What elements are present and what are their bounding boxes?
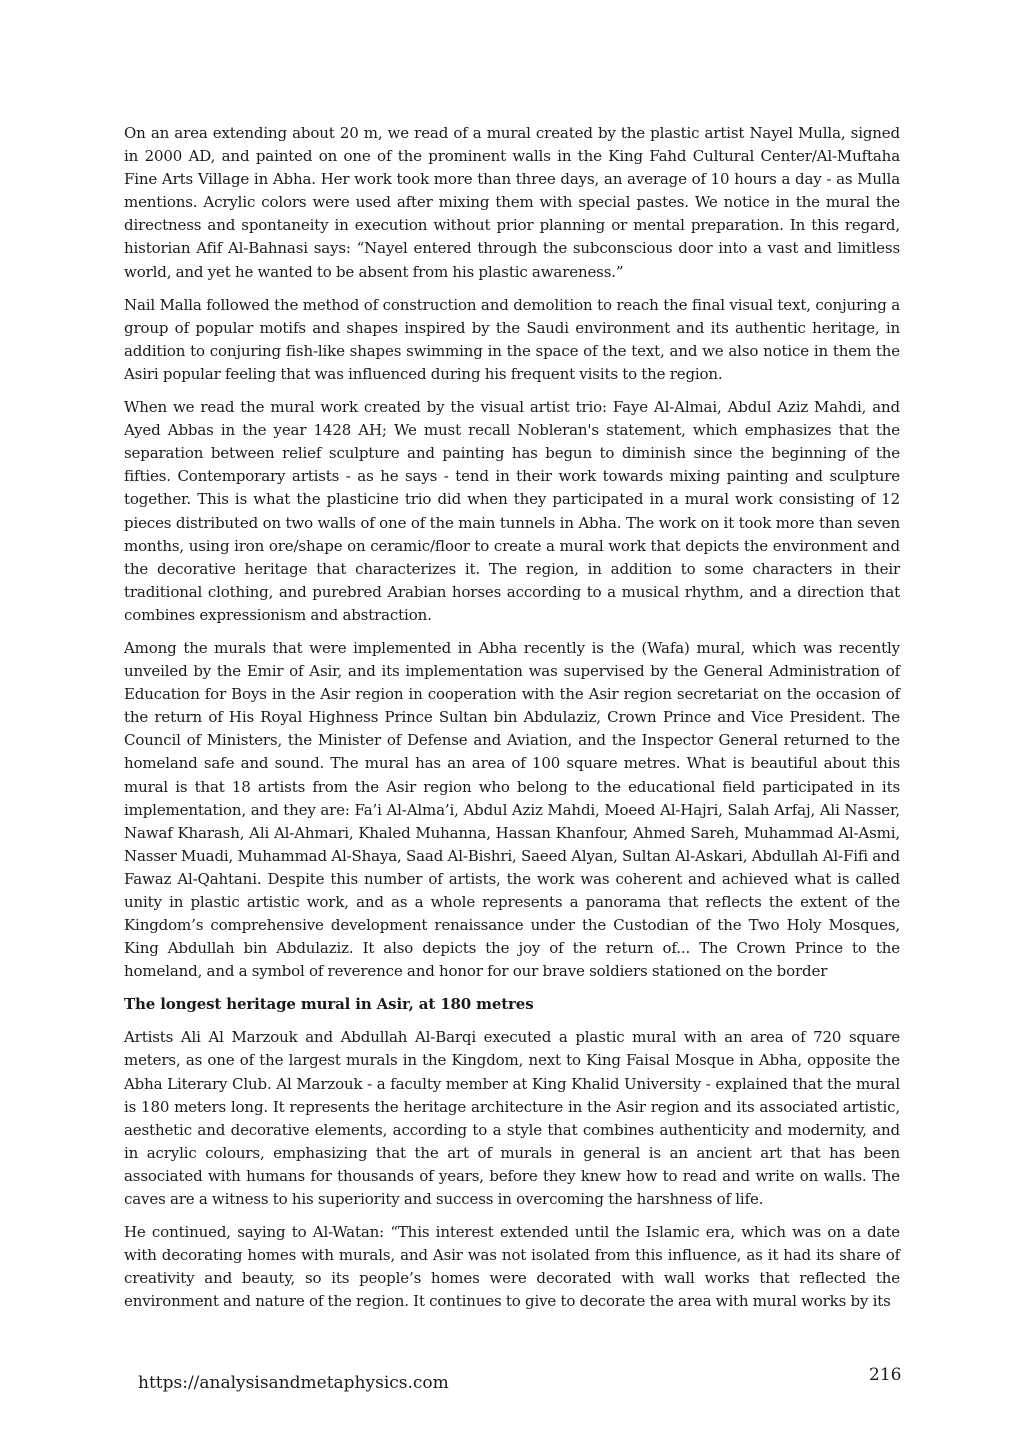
paragraph-wafa-mural: Among the murals that were implemented in Abha recently is the (Wafa) mural, which was recently unveiled by the Emir of Asir, and its implementation was supervised by the General Administration of Education for Boys in the Asir region in cooperation with the Asir region secretariat on the occasion of the return of His Royal Highness Prince Sultan bin Abdulaziz, Crown Prince and Vice President. The Council of Ministers, the Minister of Defense and Aviation, and the Inspector General returned to the homeland safe and sound. The mural has an area of 100 square metres. What is beautiful about this mural is that 18 artists from the Asir region who belong to the educational field participated in its implementation, and they are: Fa’i Al-Alma’i, Abdul Aziz Mahdi, Moeed Al-Hajri, Salah Arfaj, Ali Nasser, Nawaf Kharash, Ali Al-Ahmari, Khaled Muhanna, Hassan Khanfour, Ahmed Sareh, Muhammad Al-Asmi, Nasser Muadi, Muhammad Al-Shaya, Saad Al-Bishri, Saeed Alyan, Sultan Al-Askari, Abdullah Al-Fifi and Fawaz Al-Qahtani. Despite this number of artists, the work was coherent and achieved what is called unity in plastic artistic work, and as a whole represents a panorama that reflects the extent of the Kingdom’s comprehensive development renaissance under the Custodian of the Two Holy Mosques, King Abdullah bin Abdulaziz. It also depicts the joy of the return of... The Crown Prince to the homeland, and a symbol of reverence and honor for our brave soldiers stationed on the border — [124, 638, 900, 981]
paragraph-artist-trio-mural: When we read the mural work created by the visual artist trio: Faye Al-Almai, Abdul Aziz Mahdi, and Ayed Abbas in the year 1428 AH; We must recall Nobleran's statement, which emphasizes that the separation between relief sculpture and painting has begun to diminish since the beginning of the fifties. Contemporary artists - as he says - tend in their work towards mixing painting and sculpture together. This is what the plasticine trio did when they participated in a mural work consisting of 12 pieces distributed on two walls of one of the main tunnels in Abha. The work on it took more than seven months, using iron ore/shape on ceramic/floor to create a mural work that depicts the environment and the decorative heritage that characterizes it. The region, in addition to some characters in their traditional clothing, and purebred Arabian horses according to a musical rhythm, and a direction that combines expressionism and abstraction. — [124, 398, 900, 624]
paragraph-heritage-mural: Artists Ali Al Marzouk and Abdullah Al-Barqi executed a plastic mural with an area of 720 square meters, as one of the largest murals in the Kingdom, next to King Faisal Mosque in Abha, opposite the Abha Literary Club. Al Marzouk - a faculty member at King Khalid University - explained that the mural is 180 meters long. It represents the heritage architecture in the Asir region and its associated artistic, aesthetic and decorative elements, according to a style that combines authenticity and modernity, and in acrylic colours, emphasizing that the art of murals in general is an ancient art that has been associated with humans for thousands of years, before they knew how to read and write on walls. The caves are a witness to his superiority and success in overcoming the harshness of life. — [124, 1028, 900, 1209]
paragraph-nail-malla-method: Nail Malla followed the method of construction and demolition to reach the final visual text, conjuring a group of popular motifs and shapes inspired by the Saudi environment and its authentic heritage, in addition to conjuring fish-like shapes swimming in the space of the text, and we also notice in them the Asiri popular feeling that was influenced during his frequent visits to the region. — [124, 295, 900, 383]
footer-url: https://analysisandmetaphysics.com — [138, 1373, 449, 1393]
page-number: 216 — [869, 1365, 902, 1385]
document-body — [124, 122, 900, 1324]
section-heading: The longest heritage mural in Asir, at 180 metres — [124, 995, 534, 1014]
paragraph-al-watan-quote: He continued, saying to Al-Watan: “This interest extended until the Islamic era, which was on a date with decorating homes with murals, and Asir was not isolated from this influence, as it had its share of creativity and beauty, so its people’s homes were decorated with wall works that reflected the environment and nature of the region. It continues to give to decorate the area with mural works by its — [124, 1223, 900, 1311]
paragraph-nayel-mulla-mural: On an area extending about 20 m, we read of a mural created by the plastic artist Nayel Mulla, signed in 2000 AD, and painted on one of the prominent walls in the King Fahd Cultural Center/Al-Muftaha Fine Arts Village in Abha. Her work took more than three days, an average of 10 hours a day - as Mulla mentions. Acrylic colors were used after mixing them with special pastes. We notice in the mural the directness and spontaneity in execution without prior planning or mental preparation. In this regard, historian Afif Al-Bahnasi says: “Nayel entered through the subconscious door into a vast and limitless world, and yet he wanted to be absent from his plastic awareness.” — [124, 124, 900, 281]
